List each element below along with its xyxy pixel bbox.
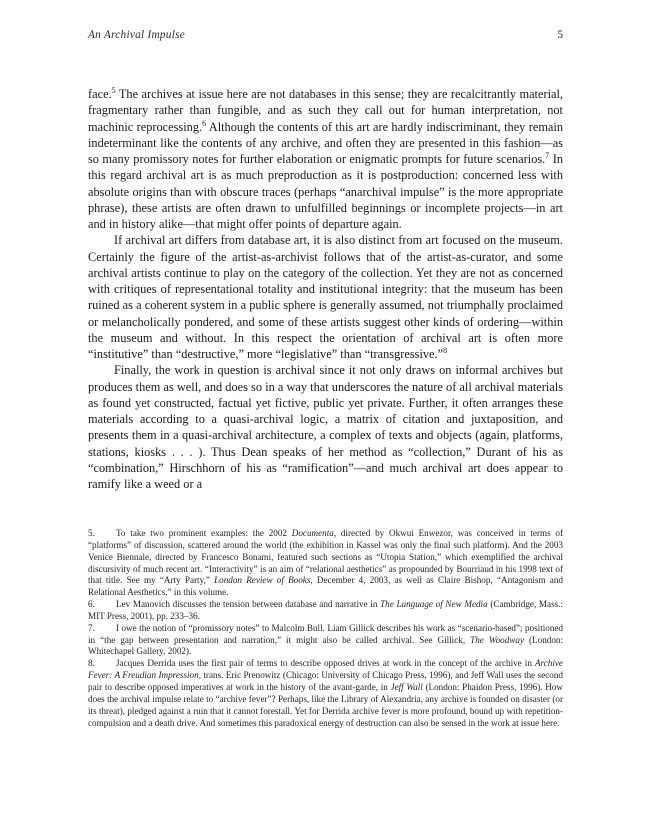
footnote-item: 6. Lev Manovich discusses the tension between database and narrative in The Language of New Media (Cambridge, Mass.: MIT Press, 2001), pp. 233–36. xyxy=(88,599,564,621)
footnote-number: 8. xyxy=(88,658,95,669)
italic-title: London Review of Books xyxy=(214,575,311,586)
footnote-item: 7. I owe the notion of “promissory notes” to Malcolm Bull. Liam Gillick describes his work as “scenario-based”; positioned in “the gap between presentation and narration,” it might also be called archival. See Gillick, The Woodway (London: Whitechapel Gallery, 2002). xyxy=(88,622,563,657)
footnote-reference[interactable]: 7 xyxy=(545,150,550,160)
body-paragraph: If archival art differs from database art, it is also distinct from art focused on the museum. Certainly the figure of the artist-as-archivist follows that of the artist-as-curator, and some archival artists continue to play on the category of the collection. Yet they are not as concerned with critiques of representational totality and institutional integrity: that the museum has been ruined as a coherent system in a public sphere is generally assumed, not triumphally proclaimed or melancholically pondered, and some of these artists suggest other kinds of ordering—within the museum and without. In this respect the orientation of archival art is often more “institutive” than “destructive,” more “legislative” than “transgressive.”$^8$ xyxy=(88,233,563,361)
page-number: 5 xyxy=(557,29,563,41)
footnote-reference[interactable]: 8 xyxy=(443,345,448,355)
italic-title: Archive Fever: A Freudian Impression xyxy=(88,658,563,681)
body-paragraph: Finally, the work in question is archival since it not only draws on informal archives but produces them as well, and does so in a way that underscores the nature of all archival materials as found yet constructed, factual yet fictive, public yet private. Further, it often arranges these materials according to a quasi-archival logic, a matrix of citation and juxtaposition, and presents them in a quasi-archival architecture, a complex of texts and objects (again, platforms, stations, kiosks . . . ). Thus Dean speaks of her method as “collection,” Durant of his as “combination,” Hirschhorn of his as “ramification”—and much archival art does appear to ramify like a weed or a xyxy=(88,363,563,491)
footnote-item: 8. Jacques Derrida uses the first pair of terms to describe opposed drives at work in the concept of the archive in Archive Fever: A Freudian Impression, trans. Eric Prenowitz (Chicago: University of Chicago Press, 1996), and Jeff Wall uses the second pair to describe opposed imperatives at work in the history of the avant-garde, in Jeff Wall (London: Phaidon Press, 1996). How does the archival impulse relate to “archive fever”? Perhaps, like the Library of Alexandria, any archive is founded on disaster (or its threat), pledged against a ruin that it cannot forestall. Yet for Derrida archive fever is more profound, bound up with repetition-compulsion and a death drive. And sometimes this paradoxical energy of destruction can also be sensed in the work at issue here. xyxy=(88,658,563,728)
footnote-number: 6. xyxy=(88,599,95,610)
italic-title: The Woodway xyxy=(470,634,524,645)
running-head xyxy=(88,29,563,41)
running-head-title: An Archival Impulse xyxy=(88,29,185,41)
footnote-number: 5. xyxy=(88,528,95,538)
italic-title: Jeff Wall xyxy=(390,681,423,692)
italic-title: Documenta xyxy=(291,528,334,538)
body-paragraph: face.$^5$ The archives at issue here are not databases in this sense; they are recalcitrantly material, fragmentary rather than fungible, and as such they call out for human interpretation, not machinic reprocessing.$^6$ Although the contents of this art are hardly indiscriminant, they remain indeterminant like the contents of any archive, and often they are presented in this fashion—as so many promissory notes for further elaboration or enigmatic prompts for future scenarios.$^7$ In this regard archival art is as much preproduction as it is postproduction: concerned less with absolute origins than with obscure traces (perhaps “anarchival impulse” is the more appropriate phrase), these artists are often drawn to unfulfilled beginnings or incomplete projects—in art and in history alike—that might offer points of departure again. xyxy=(88,85,564,231)
footnote-reference[interactable]: 5 xyxy=(111,85,116,95)
footnote-number: 7. xyxy=(88,622,95,633)
italic-title: The Language of New Media xyxy=(380,599,488,610)
body-text xyxy=(88,86,563,492)
footnote-item: 5. To take two prominent examples: the 2002 Documenta, directed by Okwui Enwezor, was conceived in terms of “platforms” of discussion, scattered around the world (the exhibition in Kassel was only the final such platform). And the 2003 Venice Biennale, directed by Francesco Bonami, featured such sections as “Utopia Station,” which exemplified the archival discursivity of much recent art. “Interactivity” is an aim of “relational aesthetics” as propounded by Bourriaud in his 1998 text of that title. See my “Arty Party,” London Review of Books, December 4, 2003, as well as Claire Bishop, “Antagonism and Relational Aesthetics,” in this volume. xyxy=(88,528,563,598)
footnotes xyxy=(88,528,563,729)
footnote-reference[interactable]: 6 xyxy=(202,118,207,128)
